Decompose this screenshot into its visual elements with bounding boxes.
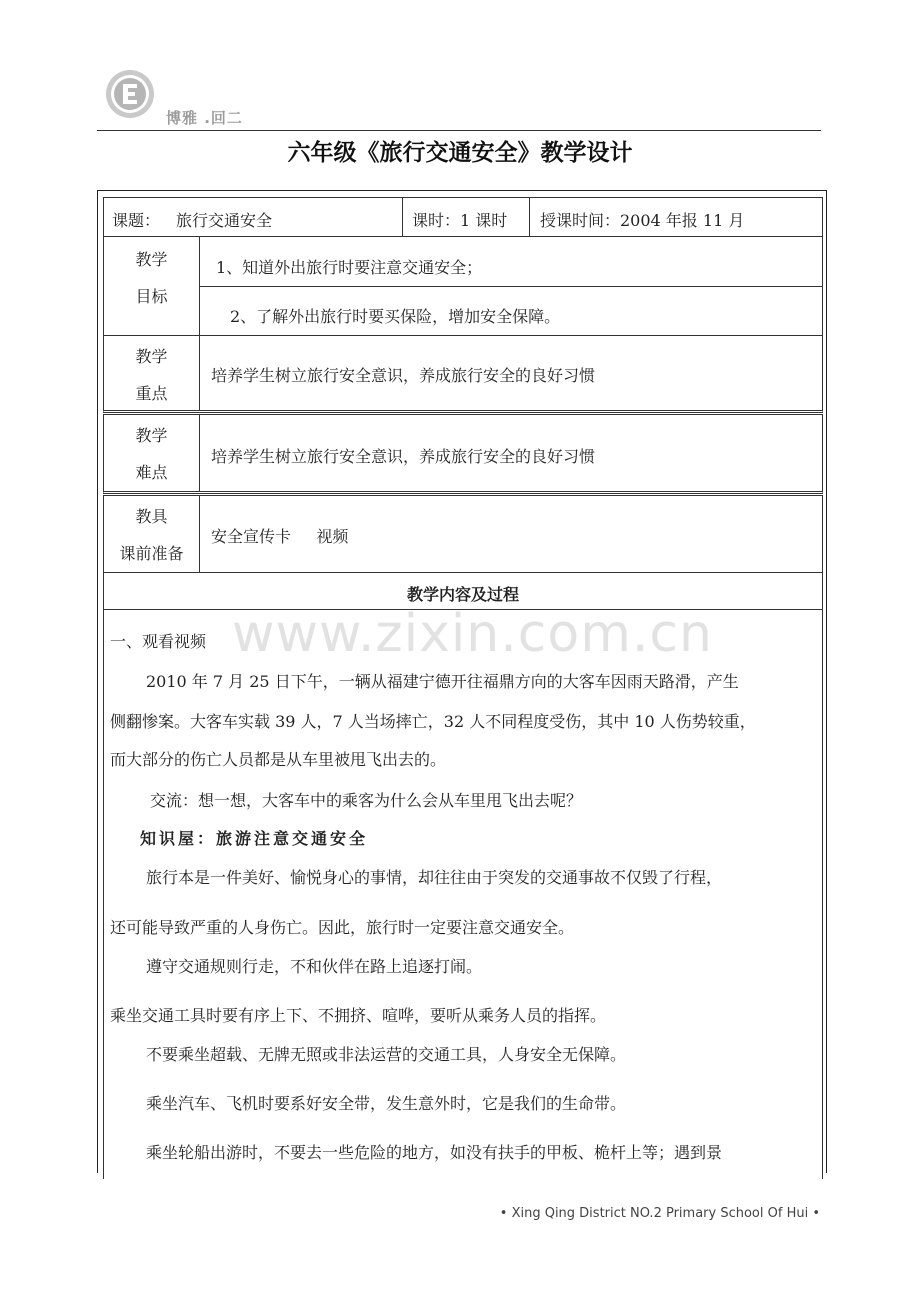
rule-2: 乘坐交通工具时要有序上下、不拥挤、喧哗，要听从乘务人员的指挥。: [110, 1006, 607, 1025]
goals-label: 教学 目标: [104, 237, 200, 335]
goals-divider: [200, 286, 822, 287]
case-line-1: 2010 年 7 月 25 日下午，一辆从福建宁德开往福鼎方向的大客车因雨天路滑，产生: [146, 672, 739, 691]
class-hours: 课时：1 课时: [412, 211, 508, 230]
rule-4: 乘坐汽车、飞机时要系好安全带，发生意外时，它是我们的生命带。: [146, 1094, 627, 1113]
discussion-question: 交流：想一想，大客车中的乘客为什么会从车里甩飞出去呢？: [150, 791, 583, 810]
rule-5: 乘坐轮船出游时，不要去一些危险的地方，如没有扶手的甲板、桅杆上等；遇到景: [146, 1143, 723, 1162]
page-title: 六年级《旅行交通安全》教学设计: [287, 140, 633, 166]
goals-row: [103, 236, 823, 336]
lesson-time: 授课时间：2004 年报 11 月: [540, 211, 745, 230]
rule-3: 不要乘坐超载、无牌无照或非法运营的交通工具，人身安全无保障。: [146, 1045, 627, 1064]
section-heading: 一、观看视频: [110, 632, 207, 651]
difficulties-label: 教学 难点: [104, 415, 200, 491]
case-line-2: 侧翻惨案。大客车实载 39 人，7 人当场摔亡，32 人不同程度受伤，其中 10 人伤势较重，: [110, 712, 756, 731]
content-heading: 教学内容及过程: [406, 585, 519, 604]
key-points-row: [103, 335, 823, 413]
info-row: [103, 197, 823, 237]
difficulties-row: [103, 414, 823, 494]
subject-label: 课题：: [112, 211, 161, 230]
paragraph-1-line-2: 还可能导致严重的人身伤亡。因此，旅行时一定要注意交通安全。: [110, 918, 575, 937]
footer-text: • Xing Qing District NO.2 Primary School Of Hui •: [499, 1206, 820, 1221]
materials-text: 安全宣传卡 视频: [211, 527, 349, 546]
key-points-text: 培养学生树立旅行安全意识，养成旅行安全的良好习惯: [211, 366, 596, 385]
watermark: www.zixin.com.cn: [232, 604, 713, 664]
info-divider-1: [402, 198, 403, 236]
materials-label: 教具 课前准备: [104, 496, 200, 572]
difficulties-text: 培养学生树立旅行安全意识，养成旅行安全的良好习惯: [211, 447, 596, 466]
case-line-3: 而大部分的伤亡人员都是从车里被甩飞出去的。: [110, 750, 447, 769]
school-logo-icon: [104, 68, 156, 120]
subject-value: 旅行交通安全: [176, 211, 273, 230]
goal-item-1: 1、知道外出旅行时要注意交通安全；: [216, 258, 483, 277]
info-divider-2: [529, 198, 530, 236]
logo-text: 博雅 .回二: [166, 109, 243, 127]
header-rule: [97, 130, 821, 131]
content-body: [103, 609, 823, 1179]
materials-row: [103, 495, 823, 573]
paragraph-1-line-1: 旅行本是一件美好、愉悦身心的事情，却往往由于突发的交通事故不仅毁了行程，: [146, 868, 723, 887]
key-points-label: 教学 重点: [104, 336, 200, 410]
knowledge-title: 知识屋：旅游注意交通安全: [140, 829, 369, 848]
rule-1: 遵守交通规则行走，不和伙伴在路上追逐打闹。: [146, 957, 483, 976]
content-heading-row: [103, 572, 823, 610]
goal-item-2: 2、了解外出旅行时要买保险，增加安全保障。: [230, 307, 561, 326]
